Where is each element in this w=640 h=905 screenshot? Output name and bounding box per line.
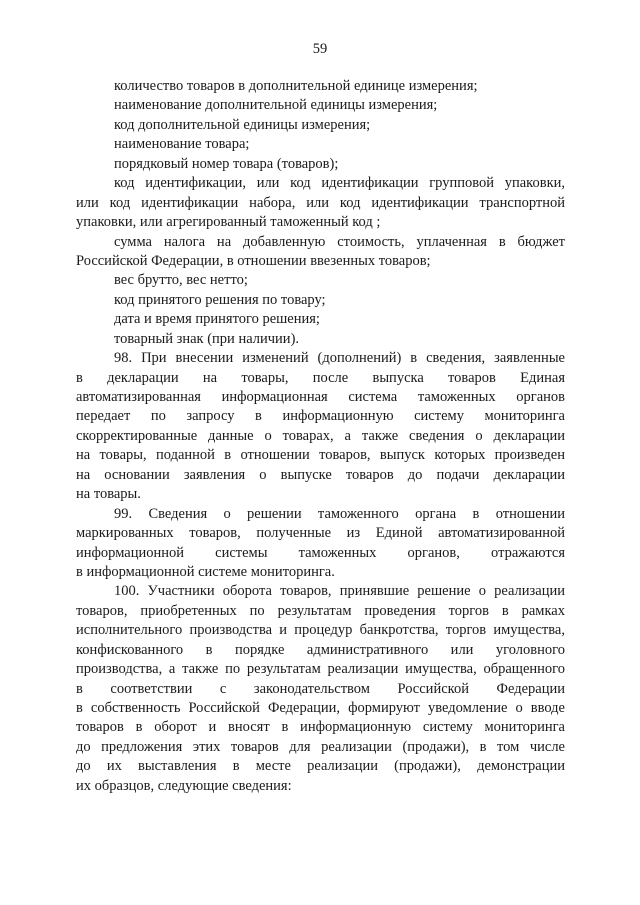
text-line: производства, а также по результатам реализации имущества, обращенного (76, 661, 565, 678)
page-number: 59 (312, 41, 328, 57)
text-line: товаров, приобретенных по результатам проведения торгов в рамках (76, 602, 565, 619)
text-line: конфискованного в порядке административного или уголовного (76, 641, 565, 658)
text-line: на товары. (76, 486, 141, 503)
text-line: в декларации на товары, после выпуска товаров Единая (76, 369, 565, 386)
text-line: передает по запросу в информационную систему мониторинга (76, 408, 565, 425)
text-line: на основании заявления о выпуске товаров до подачи декларации (76, 466, 565, 483)
text-line: вес брутто, вес нетто; (114, 272, 248, 289)
text-line: в собственность Российской Федерации, формируют уведомление о вводе (76, 700, 565, 716)
text-line: код дополнительной единицы измерения; (114, 116, 371, 133)
text-line: наименование товара; (114, 136, 250, 153)
text-line: 99. Сведения о решении таможенного органа в отношении (114, 505, 565, 522)
text-line: или код идентификации набора, или код идентификации транспортной (76, 194, 565, 211)
text-line: количество товаров в дополнительной единице измерения; (114, 78, 478, 94)
text-line: на товары, поданной в отношении товаров, выпуск которых произведен (76, 447, 565, 464)
text-line: код принятого решения по товару; (114, 291, 326, 308)
text-line: маркированных товаров, полученные из Единой автоматизированной (76, 525, 565, 542)
text-line: скорректированные данные о товарах, а также сведения о декларации (76, 427, 565, 444)
document-body (76, 77, 565, 796)
text-line: до предложения этих товаров для реализации (продажи), в том числе (76, 738, 565, 755)
text-line: товаров в оборот и вносят в информационную систему мониторинга (76, 719, 565, 736)
text-line: информационной системы таможенных органов, отражаются (76, 544, 565, 561)
text-line: 98. При внесении изменений (дополнений) в сведения, заявленные (114, 350, 565, 367)
text-line: код идентификации, или код идентификации групповой упаковки, (114, 175, 565, 192)
text-line: сумма налога на добавленную стоимость, уплаченная в бюджет (114, 233, 565, 250)
text-line: в соответствии с законодательством Российской Федерации (76, 680, 565, 697)
text-line: упаковки, или агрегированный таможенный код ; (76, 214, 381, 231)
text-line: до их выставления в месте реализации (продажи), демонстрации (76, 758, 565, 775)
text-line: автоматизированная информационная система таможенных органов (76, 389, 565, 405)
text-line: порядковый номер товара (товаров); (114, 155, 339, 172)
text-line: дата и время принятого решения; (114, 311, 320, 328)
text-line: 100. Участники оборота товаров, принявшие решение о реализации (114, 583, 565, 600)
text-line: товарный знак (при наличии). (114, 330, 300, 347)
text-line: их образцов, следующие сведения: (76, 777, 292, 794)
text-line: Российской Федерации, в отношении ввезенных товаров; (76, 252, 431, 269)
text-line: наименование дополнительной единицы измерения; (114, 97, 438, 114)
text-line: исполнительного производства и процедур банкротства, торгов имущества, (76, 622, 565, 639)
text-line: в информационной системе мониторинга. (76, 563, 335, 580)
